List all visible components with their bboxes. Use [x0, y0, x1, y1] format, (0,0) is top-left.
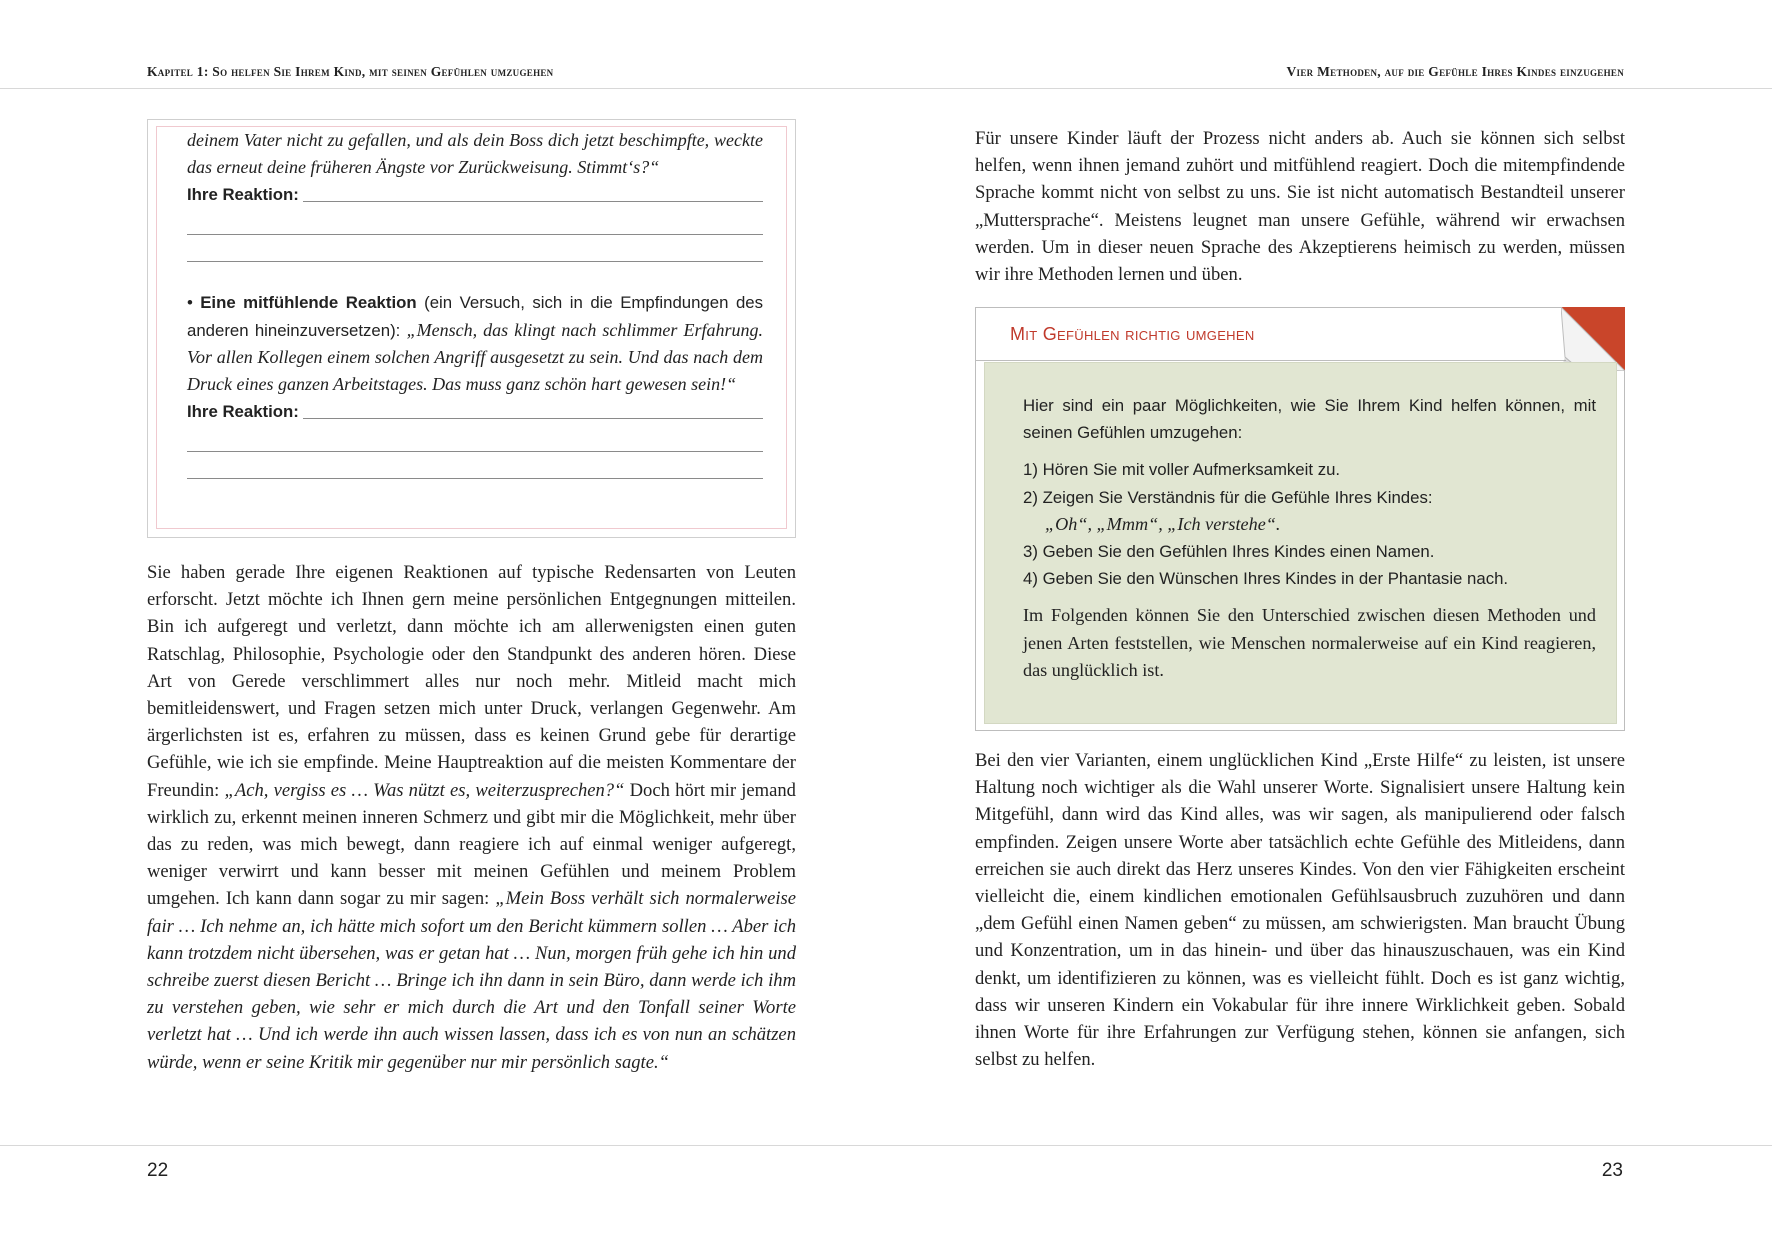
exercise-content	[187, 127, 763, 479]
reaction-field-1[interactable]	[187, 181, 763, 208]
reaction-field-2[interactable]	[187, 398, 763, 425]
info-box-header	[976, 308, 1566, 361]
empathic-reaction-text: (ein Versuch, sich in die Empfindungen des anderen hineinzuversetzen):	[187, 293, 763, 340]
info-box-outro: Im Folgenden können Sie den Unterschied zwischen diesen Methoden und jenen Arten feststellen, wie Menschen normalerweise auf ein Kind reagieren, das unglücklich ist.	[1023, 605, 1596, 680]
right-running-head: Vier Methoden, auf die Gefühle Ihres Kindes einzugehen	[1286, 64, 1624, 79]
reaction-label-2: Ihre Reaktion:	[187, 402, 299, 422]
right-body-paragraph-1	[975, 125, 1625, 288]
list-item-2-example: „Oh“, „Mmm“, „Ich verstehe“.	[1045, 513, 1281, 534]
footer-rule	[0, 1145, 1772, 1146]
info-box-intro: Hier sind ein paar Möglichkeiten, wie Sie Ihrem Kind helfen können, mit seinen Gefühlen umzugehen:	[1023, 396, 1596, 443]
list-item-3: 3) Geben Sie den Gefühlen Ihres Kindes einen Namen.	[1023, 542, 1435, 562]
info-box-title: Mit Gefühlen richtig umgehen	[1010, 323, 1255, 344]
list-item-1: 1) Hören Sie mit voller Aufmerksamkeit zu.	[1023, 460, 1341, 480]
list-item-2: 2) Zeigen Sie Verständnis für die Gefühle Ihres Kindes:	[1023, 487, 1433, 507]
info-box	[975, 307, 1625, 731]
header-rule	[0, 88, 1772, 89]
left-body-text	[147, 559, 796, 1076]
left-body-quote-b: „Mein Boss verhält sich normalerweise fair … Ich nehme an, ich hätte mich sofort um den Bericht kümmern sollen … Aber ich kann trotzdem nicht übersehen, was er getan hat … Nun, morgen früh gehe ich hin und schreibe zuerst diesen Bericht … Bringe ich ihn dann in sein Büro, dann werde ich ihm zu verstehen geben, wie sehr er mich durch die Art und den Tonfall seiner Worte verletzt hat … Und ich werde ihn auch wissen lassen, dass ich es von nun an schätzen würde, wenn er seine Kritik mir gegenüber nur mir persönlich sagte.“	[147, 888, 796, 1073]
right-paragraph-1: Für unsere Kinder läuft der Prozess nicht anders ab. Auch sie können sich selbst helfen, wenn ihnen jemand zuhört und mitfühlend reagiert. Doch die mitempfindende Sprache kommt nicht von selbst zu uns. Sie ist nicht automatisch Bestandteil unserer „Muttersprache“. Meistens leugnet man unsere Gefühle, während wir erwachsen werden. Um in dieser neuen Sprache des Akzeptierens heimisch zu werden, müssen wir ihre Methoden lernen und üben.	[975, 128, 1625, 286]
bullet: •	[187, 293, 193, 313]
info-box-panel	[984, 362, 1617, 724]
reaction-line-1	[303, 201, 763, 202]
right-paragraph-2: Bei den vier Varianten, einem unglücklichen Kind „Erste Hilfe“ zu leisten, ist unsere Haltung noch wichtiger als die Wahl unserer Worte. Signalisiert unsere Haltung kein Mitgefühl, dann wird das Kind alles, was wir sagen, als manipulierend oder falsch empfinden. Zeigen unsere Worte aber tatsächlich echte Gefühle des Mitleidens, dann erreichen sie auch direkt das Herz unseres Kindes. Von den vier Fähigkeiten erscheint vielleicht die, einem kindlichen emotionalen Gefühlsausbruch zuzuhören und dann „dem Gefühl einen Namen geben“ zu müssen, am schwierigsten. Man braucht Übung und Konzentration, um in das hinein- und über das hinauszuschauen, was ein Kind denkt, um identifizieren zu können, was es vielleicht fühlt. Doch es ist ganz wichtig, dass wir unseren Kindern ein Vokabular für ihre innere Wirklichkeit geben. Sobald ihnen Worte für ihre Erfahrungen zur Verfügung stehen, können sie anfangen, sich selbst zu helfen.	[975, 750, 1625, 1071]
empathic-reaction-item	[187, 289, 763, 398]
exercise-quote-2: „Mensch, das klingt nach schlimmer Erfahrung. Vor allen Kollegen einem solchen Angriff ausgesetzt zu sein. Und das nach dem Druck eines ganzen Arbeitstages. Das muss ganz schön hart gewesen sein!“	[187, 319, 764, 395]
left-page-number: 22	[147, 1160, 169, 1181]
empathic-reaction-title: Eine mitfühlende Reaktion	[200, 293, 417, 313]
reaction-blank-line[interactable]	[187, 208, 763, 235]
list-item-4: 4) Geben Sie den Wünschen Ihres Kindes in der Phantasie nach.	[1023, 569, 1509, 589]
reaction-line-2	[303, 418, 763, 419]
right-body-paragraph-2	[975, 747, 1625, 1073]
reaction-blank-line[interactable]	[187, 425, 763, 452]
info-box-content	[1023, 392, 1596, 684]
left-body-quote-a: „Ach, vergiss es … Was nützt es, weiterzusprechen?“	[224, 779, 625, 801]
left-body-paragraph-b: Doch hört mir jemand wirklich zu, erkennt meinen inneren Schmerz und gibt mir die Möglichkeit, mehr über das zu reden, was mich bewegt, dann reagiere ich auf einmal weniger aufgeregt, weniger verwirrt und kann besser mit meinen Gefühlen und meinem Problem umgehen. Ich kann dann sogar zu mir sagen:	[147, 779, 796, 910]
reaction-blank-line[interactable]	[187, 235, 763, 262]
reaction-blank-line[interactable]	[187, 452, 763, 479]
exercise-quote-1: deinem Vater nicht zu gefallen, und als dein Boss dich jetzt beschimpfte, weckte das erneut deine früheren Ängste vor Zurückweisung. Stimmt‘s?“	[187, 130, 763, 178]
exercise-box	[147, 119, 796, 538]
right-page-number: 23	[1601, 1160, 1623, 1181]
reaction-label-1: Ihre Reaktion:	[187, 185, 299, 205]
left-body-paragraph: Sie haben gerade Ihre eigenen Reaktionen auf typische Redensarten von Leuten erforscht. Jetzt möchte ich Ihnen gern meine persönlichen Entgegnungen mitteilen. Bin ich aufgeregt und verletzt, dann möchte ich am allerwenigsten einen guten Ratschlag, Philosophie, Psychologie oder den Standpunkt des anderen hören. Diese Art von Gerede verschlimmert alles nur noch mehr. Mitleid macht mich bemitleidenswert, und Fragen setzen mich unter Druck, verlangen Gegenwehr. Am ärgerlichsten ist es, erfahren zu müssen, dass es keinen Grund gebe für derartige Gefühle, wie ich sie empfinde. Meine Hauptreaktion auf die meisten Kommentare der Freundin:	[147, 562, 796, 801]
left-running-head: Kapitel 1: So helfen Sie Ihrem Kind, mit seinen Gefühlen umzugehen	[147, 64, 554, 79]
